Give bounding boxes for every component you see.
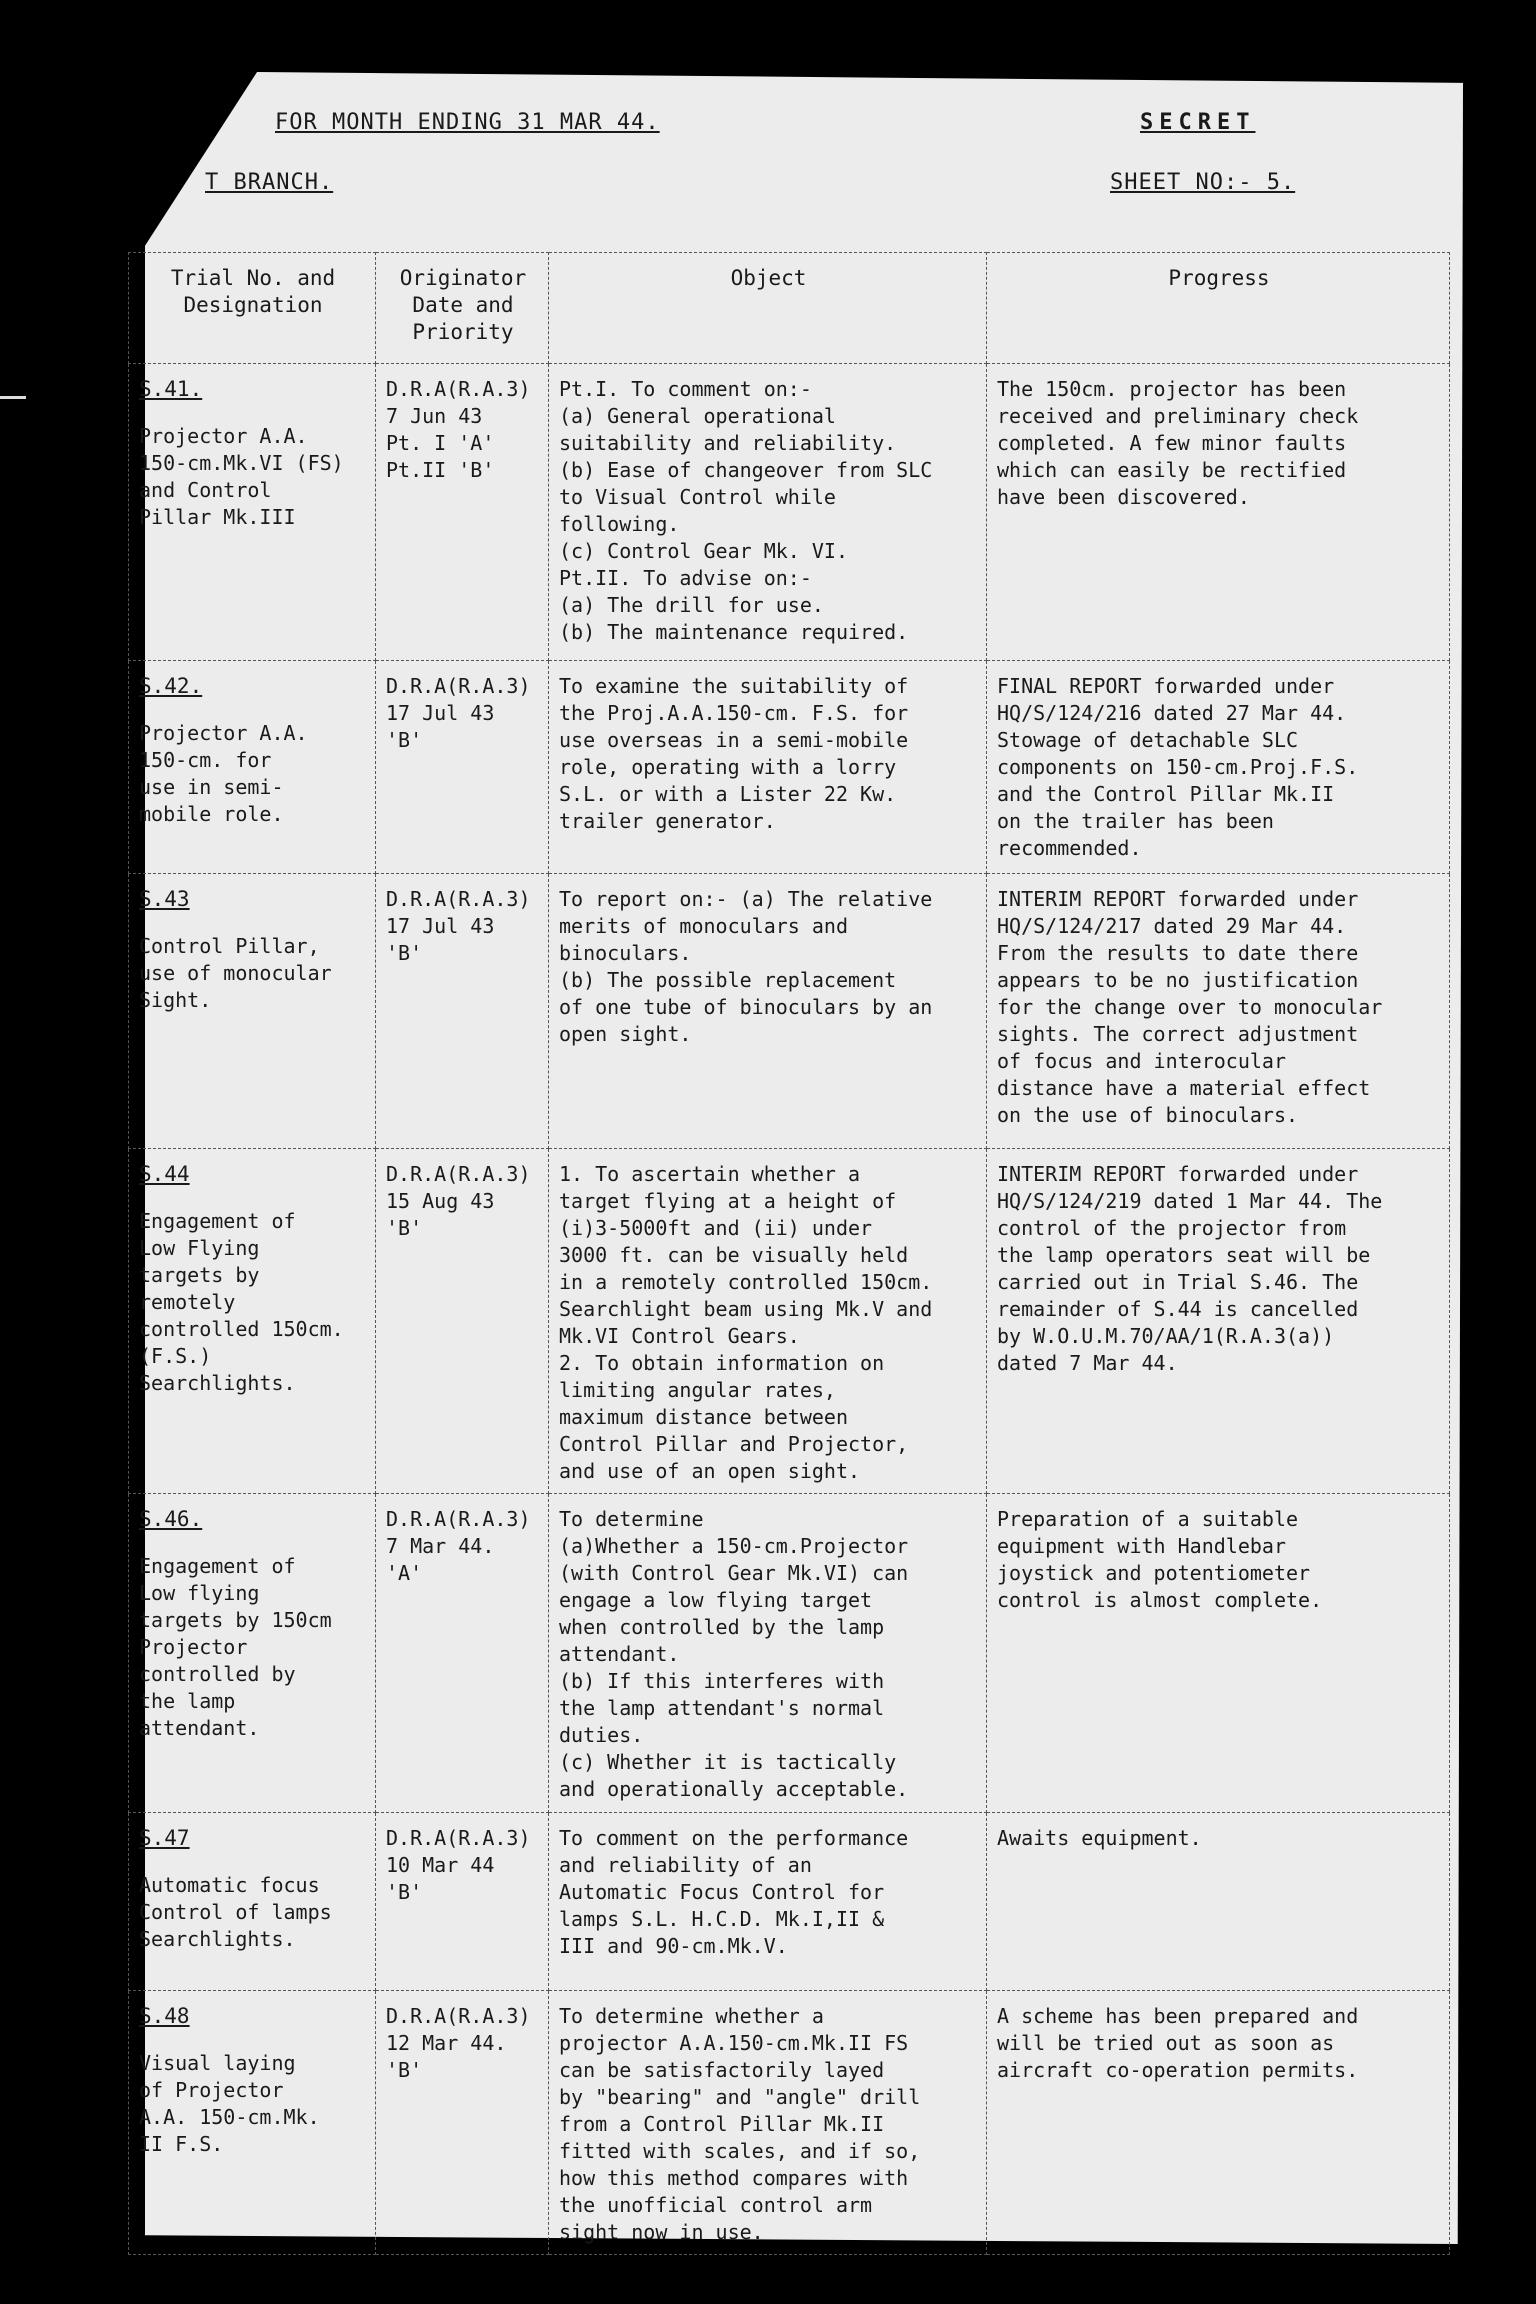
originator-cell: D.R.A(R.A.3) 10 Mar 44 'B' bbox=[376, 1813, 549, 1991]
table-row bbox=[129, 874, 1450, 1149]
object-cell: To comment on the performance and reliability of an Automatic Focus Control for lamps S.L. H.C.D. Mk.I,II & III and 90-cm.Mk.V. bbox=[549, 1813, 987, 1991]
trial-number: S.44 bbox=[139, 1162, 190, 1186]
progress-cell: INTERIM REPORT forwarded under HQ/S/124/217 dated 29 Mar 44. From the results to date there appears to be no justification for the change over to monocular sights. The correct adjustment of focus and interocular distance have a material effect on the use of binoculars. bbox=[987, 874, 1450, 1149]
column-header-progress: Progress bbox=[987, 253, 1450, 364]
trial-number: S.41. bbox=[139, 377, 203, 401]
column-header-trial: Trial No. and Designation bbox=[129, 253, 376, 364]
branch-label: T BRANCH. bbox=[205, 170, 334, 195]
progress-cell: Awaits equipment. bbox=[987, 1813, 1450, 1991]
trial-designation: Visual laying of Projector A.A. 150-cm.Mk. II F.S. bbox=[139, 2051, 320, 2156]
trial-designation: Projector A.A. 150-cm. for use in semi- mobile role. bbox=[139, 721, 308, 826]
table-row bbox=[129, 661, 1450, 874]
report-title: FOR MONTH ENDING 31 MAR 44. bbox=[275, 110, 660, 135]
trial-designation: Projector A.A. 150-cm.Mk.VI (FS) and Control Pillar Mk.III bbox=[139, 424, 344, 529]
table-row bbox=[129, 1149, 1450, 1494]
trial-cell bbox=[129, 661, 376, 874]
trial-designation: Engagement of Low Flying targets by remotely controlled 150cm. (F.S.) Searchlights. bbox=[139, 1209, 344, 1395]
progress-cell: A scheme has been prepared and will be tried out as soon as aircraft co-operation permits. bbox=[987, 1991, 1450, 2255]
object-cell: To report on:- (a) The relative merits of monoculars and binoculars. (b) The possible replacement of one tube of binoculars by an open sight. bbox=[549, 874, 987, 1149]
column-header-originator: Originator Date and Priority bbox=[376, 253, 549, 364]
originator-cell: D.R.A(R.A.3) 7 Mar 44. 'A' bbox=[376, 1494, 549, 1813]
table-row bbox=[129, 1991, 1450, 2255]
originator-cell: D.R.A(R.A.3) 17 Jul 43 'B' bbox=[376, 874, 549, 1149]
object-cell: To examine the suitability of the Proj.A.A.150-cm. F.S. for use overseas in a semi-mobile role, operating with a lorry S.L. or with a Lister 22 Kw. trailer generator. bbox=[549, 661, 987, 874]
edge-mark bbox=[0, 396, 26, 399]
trial-number: S.48 bbox=[139, 2004, 190, 2028]
trial-number: S.42. bbox=[139, 674, 203, 698]
trials-table bbox=[128, 252, 1450, 2255]
object-cell: Pt.I. To comment on:- (a) General operational suitability and reliability. (b) Ease of changeover from SLC to Visual Control while following. (c) Control Gear Mk. VI. Pt.II. To advise on:- (a) The drill for use. (b) The maintenance required. bbox=[549, 364, 987, 661]
trial-cell bbox=[129, 1149, 376, 1494]
trial-number: S.43 bbox=[139, 887, 190, 911]
trial-cell bbox=[129, 1813, 376, 1991]
table-header-row bbox=[129, 253, 1450, 364]
originator-cell: D.R.A(R.A.3) 17 Jul 43 'B' bbox=[376, 661, 549, 874]
trial-cell bbox=[129, 1991, 376, 2255]
trial-cell bbox=[129, 1494, 376, 1813]
sheet-number: SHEET NO:- 5. bbox=[1110, 170, 1296, 195]
progress-cell: The 150cm. projector has been received and preliminary check completed. A few minor faults which can easily be rectified have been discovered. bbox=[987, 364, 1450, 661]
trial-number: S.47 bbox=[139, 1826, 190, 1850]
progress-cell: FINAL REPORT forwarded under HQ/S/124/216 dated 27 Mar 44. Stowage of detachable SLC components on 150-cm.Proj.F.S. and the Control Pillar Mk.II on the trailer has been recommended. bbox=[987, 661, 1450, 874]
table-row bbox=[129, 1813, 1450, 1991]
classification-stamp: SECRET bbox=[1140, 110, 1256, 135]
progress-cell: Preparation of a suitable equipment with Handlebar joystick and potentiometer control is almost complete. bbox=[987, 1494, 1450, 1813]
trial-designation: Automatic focus Control of lamps Searchlights. bbox=[139, 1873, 332, 1951]
originator-cell: D.R.A(R.A.3) 15 Aug 43 'B' bbox=[376, 1149, 549, 1494]
column-header-object: Object bbox=[549, 253, 987, 364]
object-cell: To determine whether a projector A.A.150-cm.Mk.II FS can be satisfactorily layed by "bearing" and "angle" drill from a Control Pillar Mk.II fitted with scales, and if so, how this method compares with the unofficial control arm sight now in use. bbox=[549, 1991, 987, 2255]
table-row bbox=[129, 364, 1450, 661]
originator-cell: D.R.A(R.A.3) 7 Jun 43 Pt. I 'A' Pt.II 'B' bbox=[376, 364, 549, 661]
trial-designation: Control Pillar, use of monocular Sight. bbox=[139, 934, 332, 1012]
trial-cell bbox=[129, 874, 376, 1149]
object-cell: To determine (a)Whether a 150-cm.Projector (with Control Gear Mk.VI) can engage a low flying target when controlled by the lamp attendant. (b) If this interferes with the lamp attendant's normal duties. (c) Whether it is tactically and operationally acceptable. bbox=[549, 1494, 987, 1813]
object-cell: 1. To ascertain whether a target flying at a height of (i)3-5000ft and (ii) under 3000 ft. can be visually held in a remotely controlled 150cm. Searchlight beam using Mk.V and Mk.VI Control Gears. 2. To obtain information on limiting angular rates, maximum distance between Control Pillar and Projector, and use of an open sight. bbox=[549, 1149, 987, 1494]
trial-cell bbox=[129, 364, 376, 661]
originator-cell: D.R.A(R.A.3) 12 Mar 44. 'B' bbox=[376, 1991, 549, 2255]
progress-cell: INTERIM REPORT forwarded under HQ/S/124/219 dated 1 Mar 44. The control of the projector from the lamp operators seat will be carried out in Trial S.46. The remainder of S.44 is cancelled by W.O.U.M.70/AA/1(R.A.3(a)) dated 7 Mar 44. bbox=[987, 1149, 1450, 1494]
trial-designation: Engagement of Low flying targets by 150cm Projector controlled by the lamp attendant. bbox=[139, 1554, 332, 1740]
table-row bbox=[129, 1494, 1450, 1813]
trial-number: S.46. bbox=[139, 1507, 203, 1531]
